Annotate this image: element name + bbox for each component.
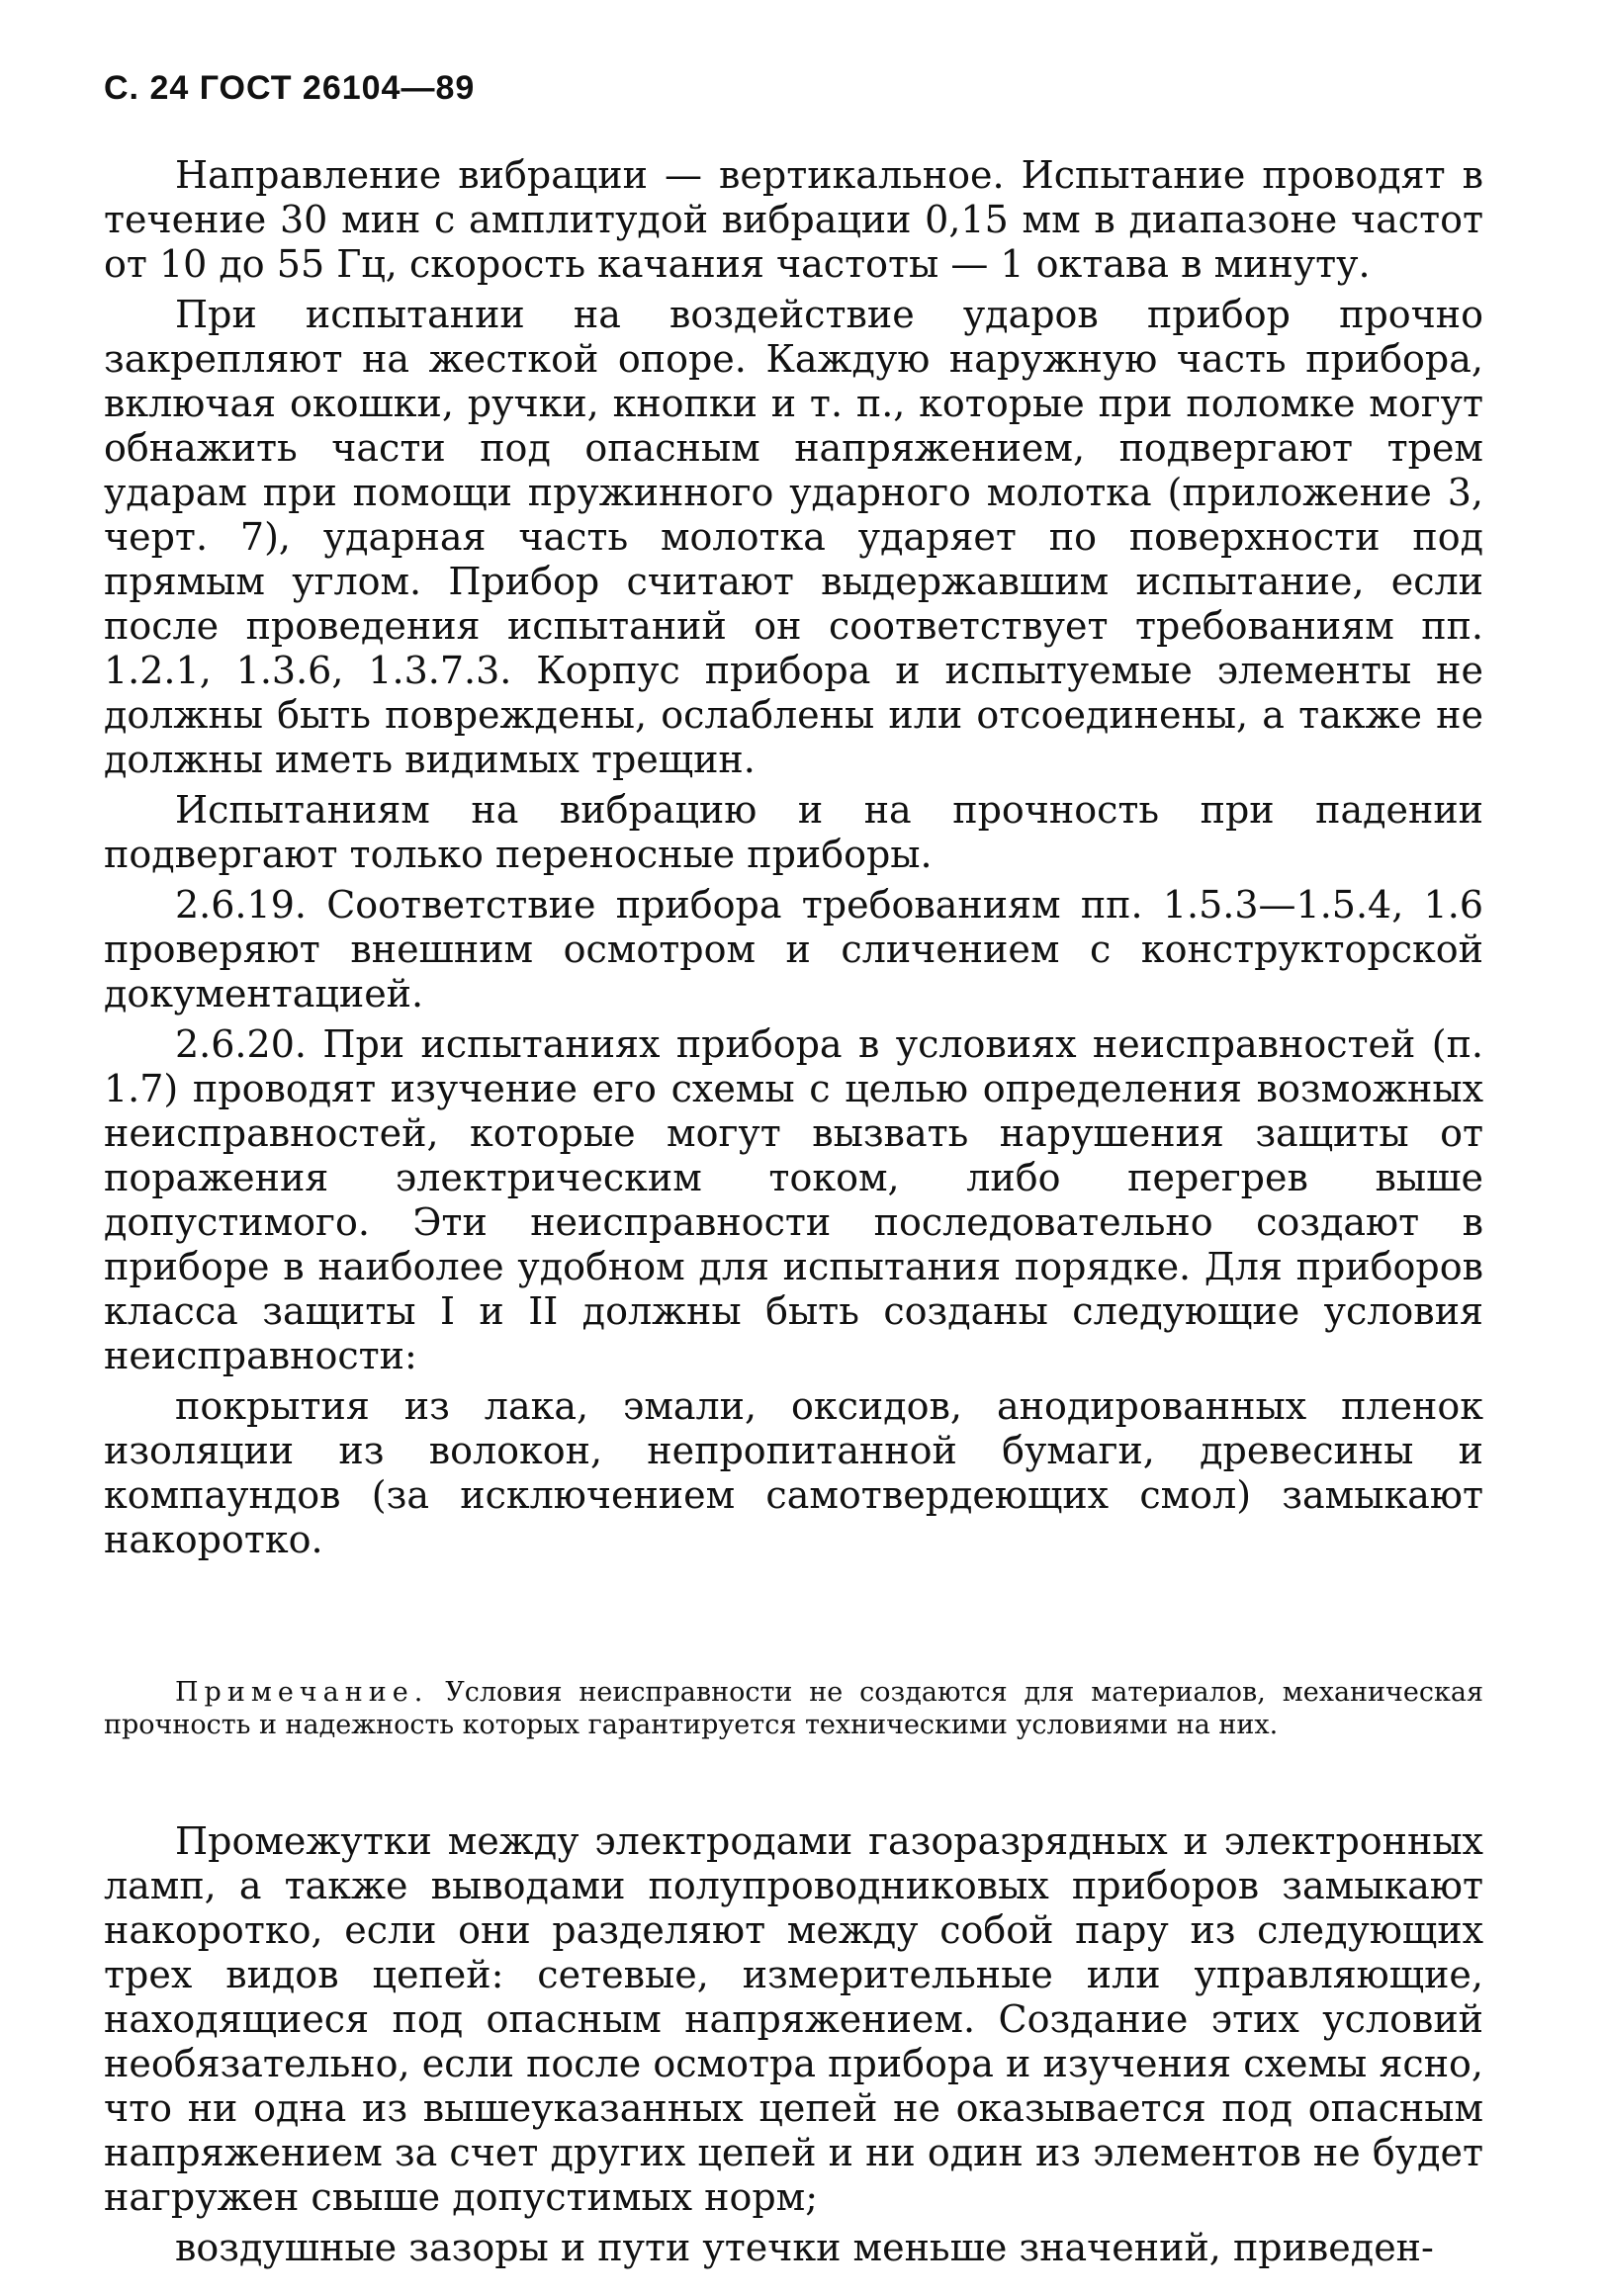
paragraph-electrode-gaps: Промежутки между электродами газоразрядных и электронных ламп, а также выводами полупроводниковых приборов замыкают накоротко, если они разделяют между собой пару из следующих трех видов цепей: сетевые, измерительные или управляющие, находящиеся под опасным напряжением. Создание этих условий необязательно, если после осмотра прибора и изучения схемы ясно, что ни одна из вышеуказанных цепей не оказывается под опасным напряжением за счет других цепей и ни один из элементов не будет нагружен свыше допустимых норм; bbox=[104, 1819, 1483, 2219]
paragraph-2-6-20: 2.6.20. При испытаниях прибора в условиях неисправностей (п. 1.7) проводят изучение его схемы с целью определения возможных неисправностей, которые могут вызвать нарушения защиты от поражения электрическим током, либо перегрев выше допустимого. Эти неисправности последовательно создают в приборе в наиболее удобном для испытания порядке. Для приборов класса защиты I и II должны быть созданы следующие условия неисправности: bbox=[104, 1022, 1483, 1377]
paragraph-portable-devices: Испытаниям на вибрацию и на прочность при падении подвергают только переносные приборы. bbox=[104, 788, 1483, 876]
body-text-after-note bbox=[104, 1819, 1483, 2276]
page-header: С. 24 ГОСТ 26104—89 bbox=[104, 69, 476, 107]
paragraph-vibration-direction: Направление вибрации — вертикальное. Испытание проводят в течение 30 мин с амплитудой вибрации 0,15 мм в диапазоне частот от 10 до 55 Гц, скорость качания частоты — 1 октава в минуту. bbox=[104, 153, 1483, 286]
note-block bbox=[104, 1676, 1483, 1741]
paragraph-2-6-19: 2.6.19. Соответствие прибора требованиям пп. 1.5.3—1.5.4, 1.6 проверяют внешним осмотром и сличением с конструкторской документацией. bbox=[104, 883, 1483, 1016]
note-paragraph bbox=[104, 1676, 1483, 1741]
body-text-main bbox=[104, 153, 1483, 1568]
note-text: Условия неисправности не создаются для материалов, механическая прочность и надежность которых гарантируется техническими условиями на них. bbox=[104, 1677, 1483, 1740]
note-label: Примечание. bbox=[175, 1677, 429, 1708]
paragraph-coatings: покрытия из лака, эмали, оксидов, анодированных пленок изоляции из волокон, непропитанной бумаги, древесины и компаундов (за исключением самотвердеющих смол) замыкают накоротко. bbox=[104, 1384, 1483, 1561]
paragraph-air-gaps: воздушные зазоры и пути утечки меньше значений, приведен- bbox=[175, 2226, 1434, 2269]
paragraph-impact-test: При испытании на воздействие ударов прибор прочно закрепляют на жесткой опоре. Каждую наружную часть прибора, включая окошки, ручки, кнопки и т. п., которые при поломке могут обнажить части под опасным напряжением, подвергают трем ударам при помощи пружинного ударного молотка (приложение 3, черт. 7), ударная часть молотка ударяет по поверхности под прямым углом. Прибор считают выдержавшим испытание, если после проведения испытаний он соответствует требованиям пп. 1.2.1, 1.3.6, 1.3.7.3. Корпус прибора и испытуемые элементы не должны быть повреждены, ослаблены или отсоединены, а также не должны иметь видимых трещин. bbox=[104, 293, 1483, 781]
